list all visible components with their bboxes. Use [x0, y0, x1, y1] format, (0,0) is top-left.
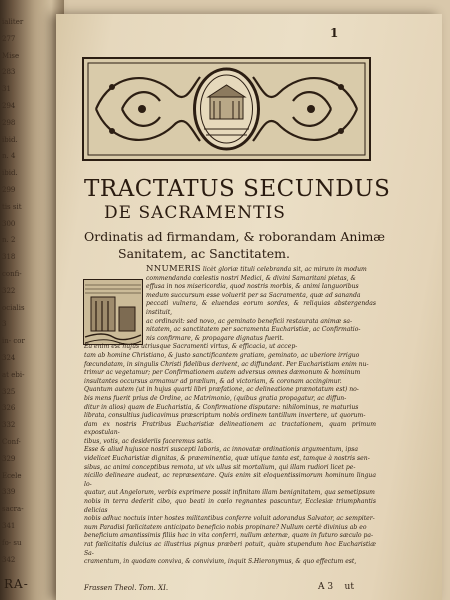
left-margin-fragment: 294: [2, 102, 16, 110]
body-line: rat fœlicitatis dulcius ac illustrius pignus præberi potuit, quàm stupendum hoc Eucharistiæ Sa-: [84, 541, 376, 557]
left-margin-fragment: 299: [2, 186, 16, 194]
left-margin-fragment: 332: [2, 421, 16, 430]
body-line: medum succursum esse voluerit per sa Sacramenta, quæ ad sananda: [146, 291, 361, 299]
body-line: trimur ac vegetamur; per Confirmationem autem adversus omnes dæmonum & hominum: [84, 369, 361, 377]
left-margin-fragment: Conf-: [2, 438, 21, 446]
body-line: beneficium amantissimis filiis hac in vita conferri, nullum æternæ, quam in futuro sæculo pa-: [84, 532, 374, 540]
body-line: commendanda cœlestis nostri Medici, & divini Samaritani pietas, &: [146, 274, 356, 282]
left-margin-fragment: 326: [2, 404, 16, 413]
left-margin-fragment: 318: [2, 253, 16, 262]
left-margin-fragment: Mise: [2, 51, 20, 60]
body-line: licèt gloriæ tituli celebranda sit, ac mirum in modum: [202, 266, 367, 273]
left-margin-fragment: 298: [2, 118, 16, 127]
left-margin-fragment: 325: [2, 387, 16, 396]
body-line: fœcundatam, in singulis Christi fidelibus derivent, ac diffundant. Per Eucharistiam enim nu-: [84, 360, 369, 368]
body-line: Ea enim est hujus utriusque Sacramenti virtus, & efficacia, ut accep-: [84, 343, 298, 351]
left-margin-fragment: ibid.: [2, 169, 18, 178]
left-margin-fragment: 339: [2, 488, 16, 497]
signature-mark: [318, 582, 354, 592]
left-margin-fragment: 283: [2, 68, 16, 77]
left-margin-fragment: 322: [2, 286, 16, 295]
body-line: dam ex nostris Fratribus Eucharistiæ delineationem ac tractationem, quam primum expostulan-: [84, 420, 376, 437]
left-margin-fragment: at ebi-: [2, 370, 25, 379]
body-line: librata, consultius judicavimus præscriptum nobis ordinem tantillum invertere, ut quorum-: [84, 412, 366, 420]
subtitle-line-1: Ordinatis ad firmandam, & roborandam Animæ: [84, 229, 386, 244]
body-line: cramentum, in quodam conviva, & convivium, inquit S.Hieronymus, & quo effectum est,: [84, 558, 357, 566]
first-paragraph: [146, 265, 376, 275]
left-page-corner-text: RA-: [4, 577, 29, 591]
left-margin-fragment: tis sit: [2, 202, 22, 211]
left-margin-fragment: fo- su: [2, 538, 22, 547]
left-margin-fragment: 3: [2, 320, 7, 329]
left-margin-fragment: 300: [2, 219, 16, 228]
body-line: peccati vulnera, & eluendas eorum sordes, & reliquias abstergendas instituit,: [146, 300, 376, 316]
body-line: nicillo delineare audeat, ac repræsentare. Quis enim sit eloquentissimorum hominum lingua lo-: [84, 472, 376, 488]
body-lines: [84, 275, 376, 567]
left-margin-fragment: sacra-: [2, 505, 24, 514]
left-margin-fragment: confi-: [2, 270, 22, 278]
left-margin-fragment: ibid.: [2, 135, 18, 144]
subtitle-line-2: Sanitatem, ac Sanctitatem.: [118, 246, 290, 261]
body-line: nobis in terra dederit cibo, quo beati in cœlo regnantes pascuntur, Ecclesiæ triumphantis delicias: [84, 498, 376, 514]
left-margin-fragment: n. 4: [2, 152, 16, 161]
left-margin-fragment: 341: [2, 522, 16, 530]
left-margin-fragment: 31: [2, 85, 11, 94]
left-margin-fragment: n. 2: [2, 236, 16, 245]
body-line: ditur in alios) quam de Eucharistia, & Confirmatione disputare: nihilominus, re maturius: [84, 403, 359, 411]
left-margin-fragment: ialiter: [2, 18, 24, 26]
left-margin-fragment: 324: [2, 354, 16, 362]
left-margin-fragment: ocialis: [2, 303, 25, 312]
body-line: num Paradisi fœlicitatem anticipato beneficio nobis propinare? Nullum certè divinius ab eo: [84, 523, 367, 531]
signature: A 3: [318, 582, 334, 592]
left-margin-fragment: Ecele: [2, 471, 22, 480]
body-line: bis mens fuerit prius de Ordine, ac Matrimonio, (quibus gratia propagatur, ac diffun-: [84, 394, 347, 402]
left-margin-fragment: 329: [2, 454, 16, 463]
treatise-title: TRACTATUS SECUNDUS: [84, 176, 391, 202]
treatise-subject: DE SACRAMENTIS: [104, 203, 286, 223]
body-line: quatur, aut Angelorum, verbis exprimere possit infinitam illam benignitatem, qua semetipsum: [84, 489, 375, 497]
footer-left: Frassen Theol. Tom. XI.: [84, 584, 169, 592]
incipit: NNUMERIS: [146, 264, 201, 274]
body-line: videlicet Eucharistiæ dignitas, & præeminentia, quæ utique tanta est, tamque à nostris sen-: [84, 455, 370, 463]
body-line: nobis adhuc noctuis inter hostes militantibus conferre voluit adorandus Salvator, ac sempiter-: [84, 515, 375, 523]
body-line: tam ab homine Christiano, & justo sanctificantem gratiam, geminato, ac uberiore irriguo: [84, 351, 360, 359]
body-line: nis confirmare, & propagare dignatus fuerit.: [146, 334, 284, 342]
body-line: Esse & aliud hujusce nostri suscepti laboris, ac innovatæ ordinationis argumentum, ipsa: [84, 446, 359, 454]
body-line: effusa in nos misericordia, quod nostris morbis, & animi languoribus: [146, 283, 359, 291]
body-line: insultantes occursus armamur ad prælium, & ad victoriam, & coronam accingimur.: [84, 377, 342, 385]
ornamental-headpiece: [82, 57, 371, 161]
body-line: tibus, votis, ac desideriis faceremus satis.: [84, 437, 214, 445]
left-margin-fragment: in- cor: [2, 337, 25, 346]
body-line: sibus, ac animi conceptibus remota, ut vix ullus sit mortalium, qui illam rudiori licet pe-: [84, 463, 356, 471]
body-line: ac ordinavit: sed novo, ac geminato beneficii restaurata animæ sa-: [146, 317, 353, 325]
page-number: 1: [330, 26, 339, 40]
left-page: [0, 0, 64, 600]
catchword: ut: [344, 582, 354, 592]
body-text: [84, 265, 376, 567]
left-margin-fragment: 342: [2, 555, 16, 564]
left-margin-fragment: 277: [2, 34, 16, 43]
body-line: nitatem, ac sanctitatem per sacramenta Eucharistiæ, ac Confirmatio-: [146, 326, 361, 334]
running-footer: [84, 584, 168, 592]
body-line: Quantum autem (ut in hujus quarti libri præfatione, ac delineatione prænotatum est) no-: [84, 386, 359, 394]
